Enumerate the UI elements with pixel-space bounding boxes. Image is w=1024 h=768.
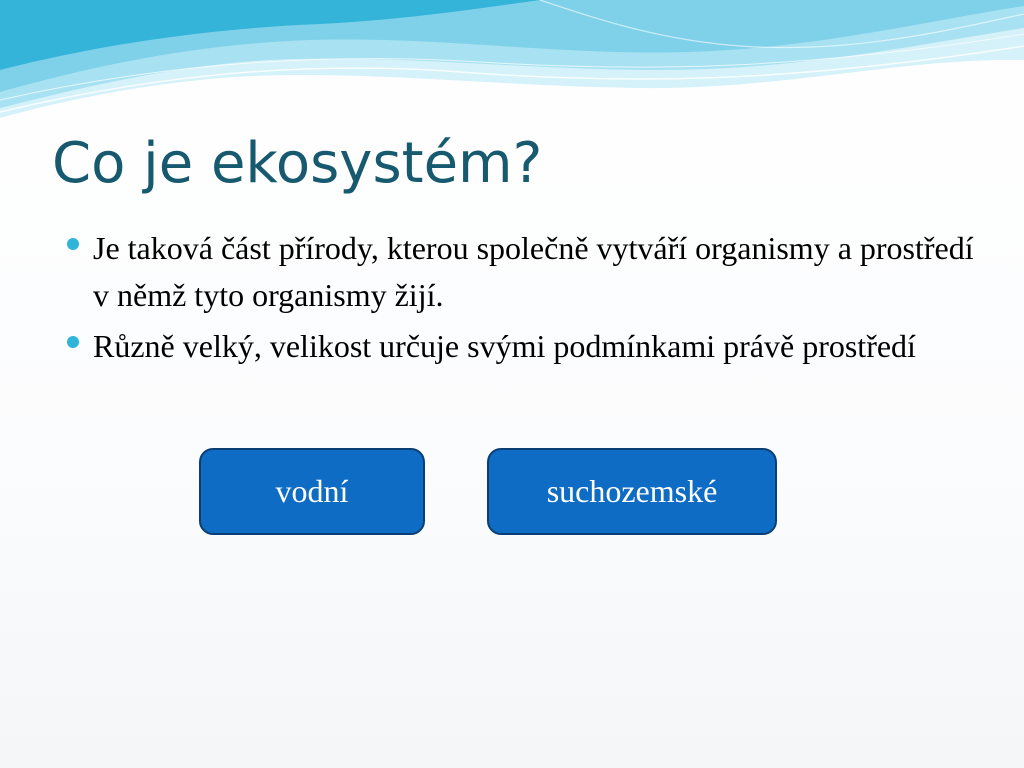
bullet-text: Je taková část přírody, kterou společně vytváří organismy a prostředí v němž tyto organismy žijí. [93,230,974,313]
bullet-item [60,323,980,370]
bullet-item [60,225,980,319]
box-vodni: vodní [199,448,425,535]
box-suchozemske: suchozemské [487,448,777,535]
bullet-dot-icon [67,238,79,250]
bullet-list [60,225,980,374]
slide-title: Co je ekosystém? [52,131,543,196]
bullet-text: Různě velký, velikost určuje svými podmínkami právě prostředí [93,328,916,364]
header-wave-decoration [0,0,1024,140]
bullet-dot-icon [67,336,79,348]
